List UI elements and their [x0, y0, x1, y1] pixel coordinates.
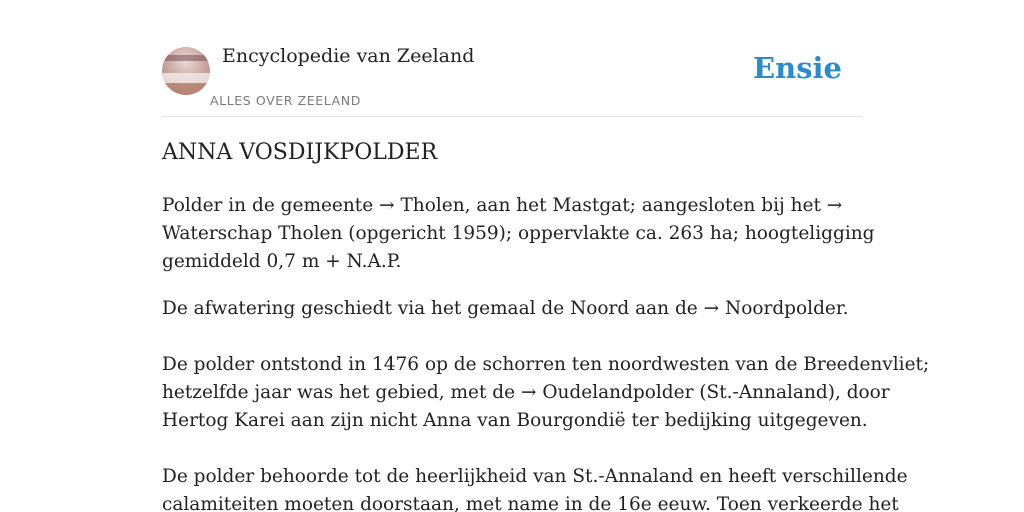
paragraph-line: [162, 295, 862, 323]
text: , aan het Mastgat; aangesloten bij het: [464, 195, 827, 216]
text: Polder in de gemeente: [162, 195, 380, 216]
ensie-brand-logo[interactable]: Ensie: [753, 51, 842, 85]
paragraph-gap: [162, 323, 862, 351]
avatar-image-band: [162, 73, 210, 83]
site-logo-avatar[interactable]: [162, 47, 210, 95]
paragraph-line: [162, 379, 890, 407]
link-noordpolder[interactable]: → Noordpolder: [703, 298, 843, 319]
article-title: ANNA VOSDIJKPOLDER: [162, 140, 438, 165]
text: .: [842, 298, 849, 319]
paragraph-line: De polder ontstond in 1476 op de schorren ten noordwesten van de Breedenvliet;: [162, 354, 930, 375]
paragraph-gap: [162, 435, 862, 463]
avatar-image-band: [162, 55, 210, 61]
paragraph-line: [162, 192, 862, 220]
paragraph-line: gemiddeld 0,7 m + N.A.P.: [162, 251, 402, 272]
paragraph-gap: [162, 276, 862, 295]
article-body: [162, 192, 930, 512]
link-waterschap-tholen[interactable]: Waterschap Tholen: [162, 223, 343, 244]
avatar-image-band: [162, 83, 210, 95]
text: (opgericht 1959); oppervlakte ca. 263 ha; hoogteligging: [342, 223, 875, 244]
link-arrow-waterschap[interactable]: →: [826, 195, 843, 216]
paragraph-line: [162, 220, 875, 248]
content-column: [162, 0, 930, 512]
site-header: [162, 0, 862, 117]
text: hetzelfde jaar was het gebied, met de: [162, 382, 521, 403]
site-title[interactable]: Encyclopedie van Zeeland: [222, 45, 475, 67]
paragraph-line: calamiteiten moeten doorstaan, met name in de 16e eeuw. Toen verkeerde het: [162, 494, 899, 512]
paragraph-line: De polder behoorde tot de heerlijkheid van St.-Annaland en heeft verschillende: [162, 466, 908, 487]
paragraph-line: Hertog Karei aan zijn nicht Anna van Bourgondië ter bedijking uitgegeven.: [162, 410, 868, 431]
link-oudelandpolder[interactable]: → Oudelandpolder: [520, 382, 694, 403]
text: (St.-Annaland), door: [693, 382, 890, 403]
text: De afwatering geschiedt via het gemaal de Noord aan de: [162, 298, 704, 319]
link-tholen[interactable]: → Tholen: [379, 195, 465, 216]
site-tagline: ALLES OVER ZEELAND: [210, 93, 361, 108]
